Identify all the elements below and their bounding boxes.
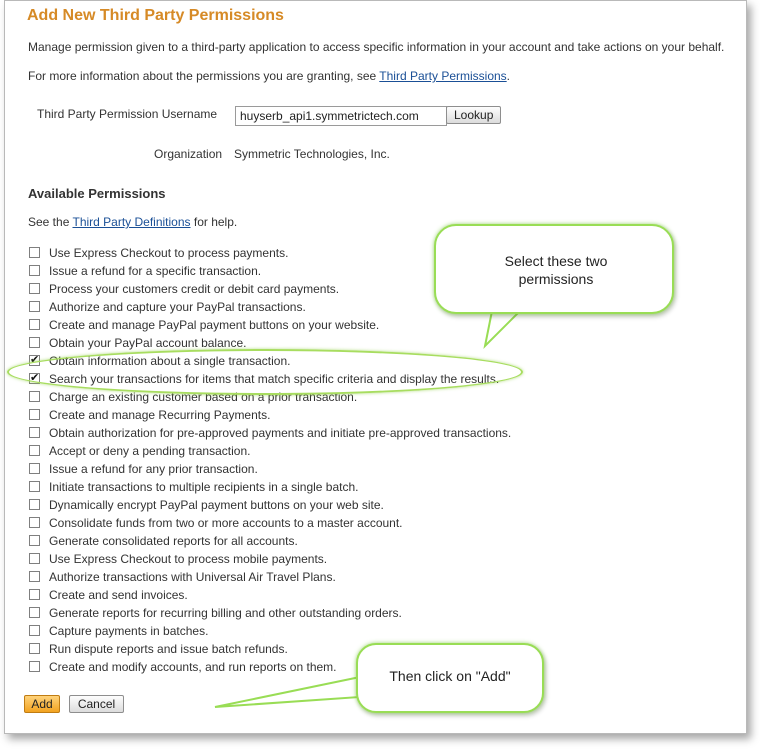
permission-checkbox[interactable] xyxy=(29,517,40,528)
cancel-button[interactable]: Cancel xyxy=(69,695,124,713)
permission-label: Obtain information about a single transaction. xyxy=(49,354,291,368)
third-party-definitions-link[interactable]: Third Party Definitions xyxy=(72,215,191,229)
permission-checkbox[interactable] xyxy=(29,409,40,420)
permission-checkbox[interactable] xyxy=(29,661,40,672)
permission-label: Create and manage Recurring Payments. xyxy=(49,408,271,422)
callout-add-tail xyxy=(210,671,370,711)
permission-checkbox[interactable] xyxy=(29,499,40,510)
page-frame xyxy=(4,0,747,734)
add-button[interactable]: Add xyxy=(24,695,60,713)
permission-label: Generate reports for recurring billing and other outstanding orders. xyxy=(49,606,402,620)
permission-checkbox[interactable] xyxy=(29,247,40,258)
username-label: Third Party Permission Username xyxy=(37,107,218,121)
permission-checkbox[interactable] xyxy=(29,391,40,402)
organization-value: Symmetric Technologies, Inc. xyxy=(234,147,390,161)
intro-text: Manage permission given to a third-party application to access specific information in your account and take actions on your behalf. xyxy=(28,40,725,54)
permission-label: Charge an existing customer based on a prior transaction. xyxy=(49,390,358,404)
permission-checkbox[interactable] xyxy=(29,301,40,312)
permission-checkbox[interactable] xyxy=(29,265,40,276)
permission-label: Generate consolidated reports for all accounts. xyxy=(49,534,298,548)
permission-label: Obtain authorization for pre-approved payments and initiate pre-approved transactions. xyxy=(49,426,512,440)
permission-label: Create and send invoices. xyxy=(49,588,188,602)
more-info-suffix: . xyxy=(506,69,511,83)
permission-label: Search your transactions for items that match specific criteria and display the results. xyxy=(49,372,500,386)
callout-select xyxy=(434,224,674,314)
permission-label: Process your customers credit or debit card payments. xyxy=(49,282,340,296)
permission-checkbox[interactable] xyxy=(29,283,40,294)
permission-checkbox[interactable] xyxy=(29,553,40,564)
help-suffix: for help. xyxy=(190,215,238,229)
lookup-button[interactable]: Lookup xyxy=(446,106,501,124)
callout-add xyxy=(356,643,544,713)
more-info-line xyxy=(28,69,510,83)
permission-checkbox[interactable] xyxy=(29,427,40,438)
permission-label: Capture payments in batches. xyxy=(49,624,209,638)
permission-label: Create and modify accounts, and run reports on them. xyxy=(49,660,337,674)
permission-label: Obtain your PayPal account balance. xyxy=(49,336,247,350)
permission-checkbox[interactable] xyxy=(29,463,40,474)
permission-checkbox[interactable] xyxy=(29,589,40,600)
permission-checkbox[interactable] xyxy=(29,337,40,348)
permission-label: Authorize transactions with Universal Air Travel Plans. xyxy=(49,570,336,584)
callout-add-text: Then click on "Add" xyxy=(389,668,511,684)
page-title: Add New Third Party Permissions xyxy=(27,7,284,24)
permission-checkbox[interactable] xyxy=(29,535,40,546)
permission-label: Create and manage PayPal payment buttons on your website. xyxy=(49,318,380,332)
highlight-ellipse xyxy=(7,349,523,395)
permission-label: Issue a refund for any prior transaction. xyxy=(49,462,258,476)
permission-label: Issue a refund for a specific transaction. xyxy=(49,264,262,278)
permission-checkbox[interactable] xyxy=(29,625,40,636)
third-party-permissions-link[interactable]: Third Party Permissions xyxy=(379,69,507,83)
callout-select-text: Select these two permissions xyxy=(504,253,608,287)
username-input[interactable] xyxy=(235,106,447,126)
more-info-prefix: For more information about the permissions you are granting, see xyxy=(28,69,380,83)
permission-checkbox[interactable] xyxy=(29,607,40,618)
permission-label: Initiate transactions to multiple recipients in a single batch. xyxy=(49,480,359,494)
permission-label: Use Express Checkout to process mobile payments. xyxy=(49,552,328,566)
permission-label: Dynamically encrypt PayPal payment buttons on your web site. xyxy=(49,498,384,512)
permission-checkbox[interactable] xyxy=(29,643,40,654)
help-prefix: See the xyxy=(28,215,73,229)
permission-label: Accept or deny a pending transaction. xyxy=(49,444,251,458)
permission-checkbox[interactable] xyxy=(29,571,40,582)
organization-label: Organization xyxy=(154,147,223,161)
permission-label: Use Express Checkout to process payments. xyxy=(49,246,289,260)
permission-checkbox[interactable] xyxy=(29,445,40,456)
available-permissions-heading: Available Permissions xyxy=(28,186,166,201)
permission-label: Authorize and capture your PayPal transactions. xyxy=(49,300,306,314)
permission-checkbox[interactable] xyxy=(29,481,40,492)
permission-label: Consolidate funds from two or more accounts to a master account. xyxy=(49,516,403,530)
permission-checkbox[interactable] xyxy=(29,319,40,330)
help-line xyxy=(28,215,237,229)
permission-label: Run dispute reports and issue batch refunds. xyxy=(49,642,288,656)
